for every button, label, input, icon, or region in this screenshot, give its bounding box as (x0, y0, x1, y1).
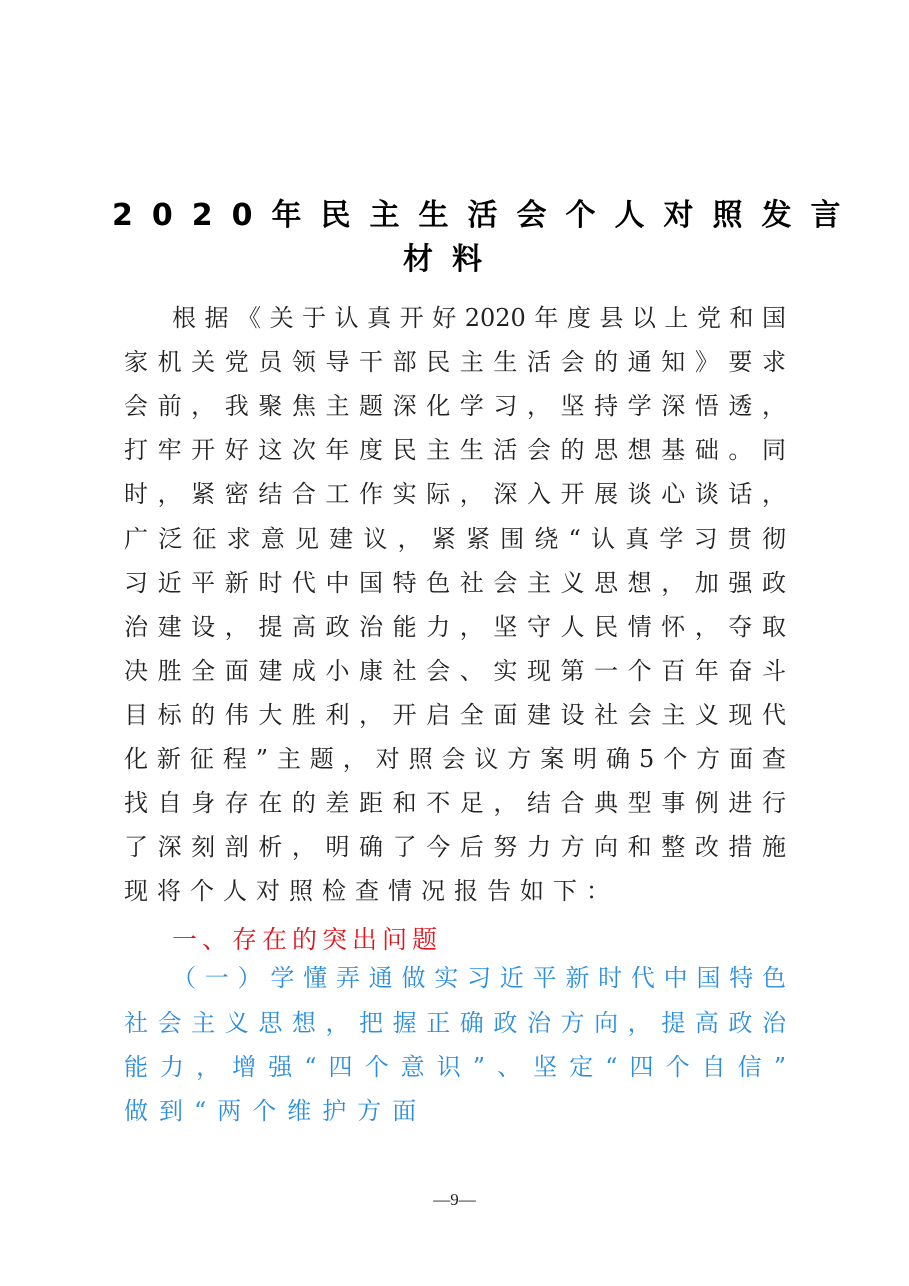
section-heading: 一、存在的突出问题 (172, 925, 443, 954)
body-paragraph-line: 目标的伟大胜利，开启全面建设社会主义现代 (124, 701, 786, 729)
document-title-line-1: 2020年民主生活会个人对照发言 (112, 198, 860, 233)
body-paragraph-line: 化新征程”主题，对照会议方案明确5个方面查 (124, 745, 786, 773)
body-paragraph-line: 治建设，提高政治能力，坚守人民情怀，夺取 (124, 613, 786, 641)
document-title-line-2: 材料 (403, 242, 501, 277)
body-paragraph-line: 根据《关于认真开好2020年度县以上党和国 (172, 304, 786, 332)
subsection-heading-line: （一）学懂弄通做实习近平新时代中国特色 (172, 964, 786, 992)
body-paragraph-line: 习近平新时代中国特色社会主义思想，加强政 (124, 569, 786, 597)
subsection-heading-line: 能力，增强“四个意识”、坚定“四个自信” (124, 1053, 786, 1081)
page-number: —9— (433, 1190, 476, 1209)
body-paragraph-line: 打牢开好这次年度民主生活会的思想基础。同 (124, 436, 786, 464)
body-paragraph-line: 时，紧密结合工作实际，深入开展谈心谈话， (124, 480, 786, 508)
body-paragraph-line: 决胜全面建成小康社会、实现第一个百年奋斗 (124, 657, 786, 685)
body-paragraph-line: 广泛征求意见建议，紧紧围绕“认真学习贯彻 (124, 525, 786, 553)
body-paragraph-line: 会前，我聚焦主题深化学习，坚持学深悟透， (124, 392, 786, 420)
body-paragraph-line: 现将个人对照检查情况报告如下： (124, 877, 619, 905)
body-paragraph-line: 了深刻剖析，明确了今后努力方向和整改措施 (124, 833, 786, 861)
subsection-heading-line: 做到“两个维护方面 (124, 1097, 428, 1125)
body-paragraph-line: 找自身存在的差距和不足，结合典型事例进行 (124, 789, 786, 817)
subsection-heading-line: 社会主义思想，把握正确政治方向，提高政治 (124, 1009, 786, 1037)
body-paragraph-line: 家机关党员领导干部民主生活会的通知》要求 (124, 348, 786, 376)
